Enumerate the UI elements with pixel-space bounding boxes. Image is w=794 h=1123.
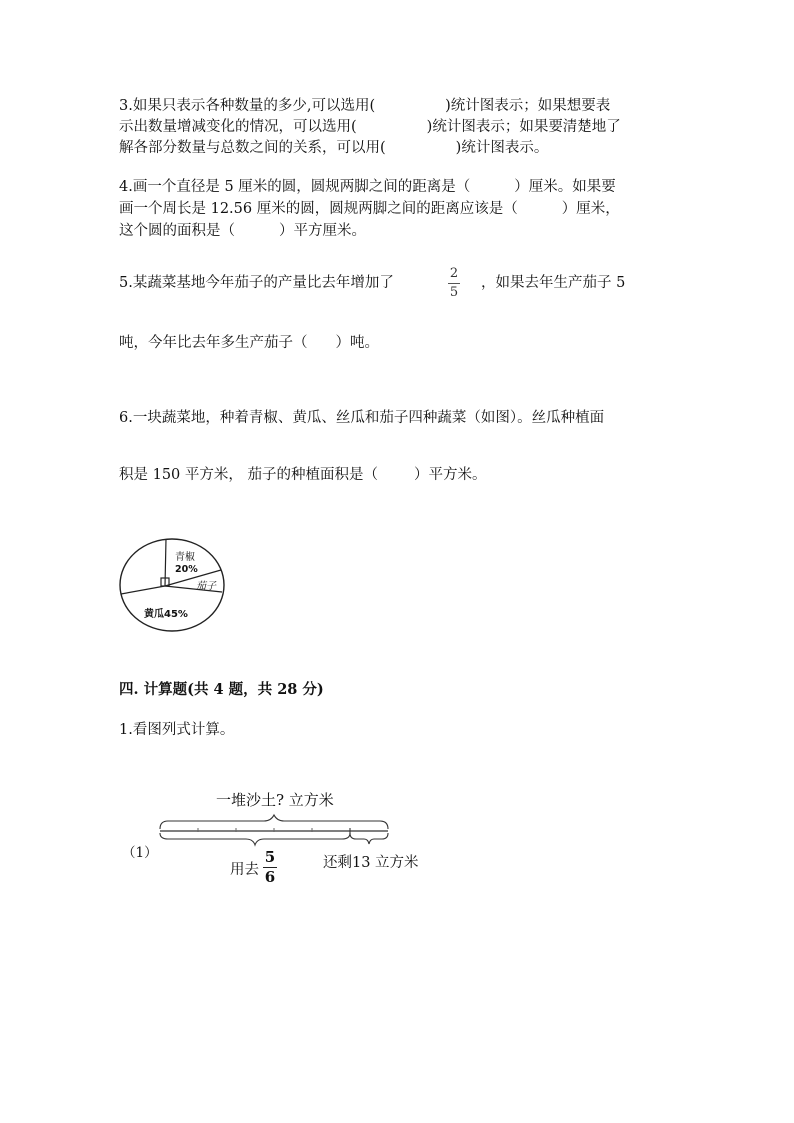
q4-line-3-text-a: 这个圆的面积是（ bbox=[119, 223, 235, 239]
slice-label-qiezi: 茄子 bbox=[196, 581, 216, 592]
used-label bbox=[230, 858, 259, 879]
diagram-top-label bbox=[216, 789, 334, 810]
top-brace bbox=[160, 815, 388, 829]
q6-line-2-text-b: ）平方米。 bbox=[414, 467, 487, 483]
used-fraction-denominator: 6 bbox=[264, 868, 276, 886]
slice-label-qingjiao-pct: 20% bbox=[175, 564, 198, 575]
used-fraction-numerator: 5 bbox=[264, 848, 276, 866]
section-4-q1-text: 1.看图列式计算。 bbox=[119, 722, 235, 738]
q4-line-3-text-b: ）平方厘米。 bbox=[279, 223, 366, 239]
q6-line-1 bbox=[119, 406, 604, 430]
q5-line-2-text-b: ）吨。 bbox=[335, 335, 379, 351]
section-4-heading bbox=[119, 678, 324, 702]
section-4-heading-text: 四. 计算题(共 4 题，共 28 分) bbox=[119, 681, 324, 698]
q5-fraction-denominator: 5 bbox=[449, 285, 459, 300]
q5-fraction bbox=[446, 267, 462, 300]
q5-line-2-text-a: 吨，今年比去年多生产茄子（ bbox=[119, 335, 308, 351]
q3-line-2-text-a: 示出数量增减变化的情况，可以选用( bbox=[119, 119, 357, 135]
line-diagram bbox=[156, 812, 392, 848]
q4-line-2-text-a: 画一个周长是 12.56 厘米的圆，圆规两脚之间的距离应该是（ bbox=[119, 201, 518, 217]
q6-line-1-text: 6.一块蔬菜地，种着青椒、黄瓜、丝瓜和茄子四种蔬菜（如图）。丝瓜种植面 bbox=[119, 410, 605, 426]
q5-fraction-bar bbox=[448, 283, 460, 284]
q3-line-1-text-b: )统计图表示；如果想要表 bbox=[445, 98, 611, 114]
q4-line-1-text-a: 4.画一个直径是 5 厘米的圆，圆规两脚之间的距离是（ bbox=[119, 179, 471, 195]
used-fraction bbox=[263, 850, 277, 885]
q3-line-2-text-b: )统计图表示；如果要清楚地了 bbox=[426, 119, 621, 135]
q3-line-3 bbox=[119, 136, 548, 160]
q4-line-2-text-b: ）厘米， bbox=[561, 201, 620, 217]
q4-line-1-text-b: ）厘米。如果要 bbox=[514, 179, 616, 195]
q4-line-2 bbox=[119, 197, 620, 221]
pie-divider-huanggua-sigua bbox=[121, 586, 165, 594]
diagram-number-text: （1） bbox=[122, 845, 158, 861]
q5-fraction-numerator: 2 bbox=[449, 266, 459, 281]
used-label-prefix: 用去 bbox=[230, 862, 259, 878]
slice-label-huanggua: 黄瓜45% bbox=[144, 609, 188, 620]
section-4-q1 bbox=[119, 718, 234, 742]
q4-line-3 bbox=[119, 219, 366, 243]
diagram-top-label-text: 一堆沙土? 立方米 bbox=[216, 791, 334, 809]
q5-line-1-tail bbox=[481, 271, 625, 295]
q4-line-1 bbox=[119, 175, 616, 199]
slice-label-qingjiao: 青椒 bbox=[175, 552, 195, 563]
q5-line-2 bbox=[119, 331, 379, 355]
remain-label bbox=[323, 851, 419, 872]
q5-line-1-text-a: 5.某蔬菜基地今年茄子的产量比去年增加了 bbox=[119, 275, 394, 291]
diagram-number bbox=[122, 841, 158, 865]
used-brace bbox=[160, 833, 350, 845]
q3-line-3-text-b: )统计图表示。 bbox=[455, 140, 549, 156]
pie-chart bbox=[118, 538, 228, 636]
remain-label-text: 还剩13 立方米 bbox=[323, 855, 419, 871]
q6-line-2 bbox=[119, 463, 487, 487]
q5-line-1 bbox=[119, 271, 394, 295]
q3-line-1-text-a: 3.如果只表示各种数量的多少,可以选用( bbox=[119, 98, 376, 114]
pie-divider-qingjiao-sigua bbox=[165, 539, 166, 586]
remain-brace bbox=[350, 833, 388, 844]
q6-line-2-text-a: 积是 150 平方米， 茄子的种植面积是（ bbox=[119, 467, 379, 483]
q3-line-3-text-a: 解各部分数量与总数之间的关系，可以用( bbox=[119, 140, 386, 156]
q5-line-1-text-b: ，如果去年生产茄子 5 bbox=[481, 275, 626, 291]
